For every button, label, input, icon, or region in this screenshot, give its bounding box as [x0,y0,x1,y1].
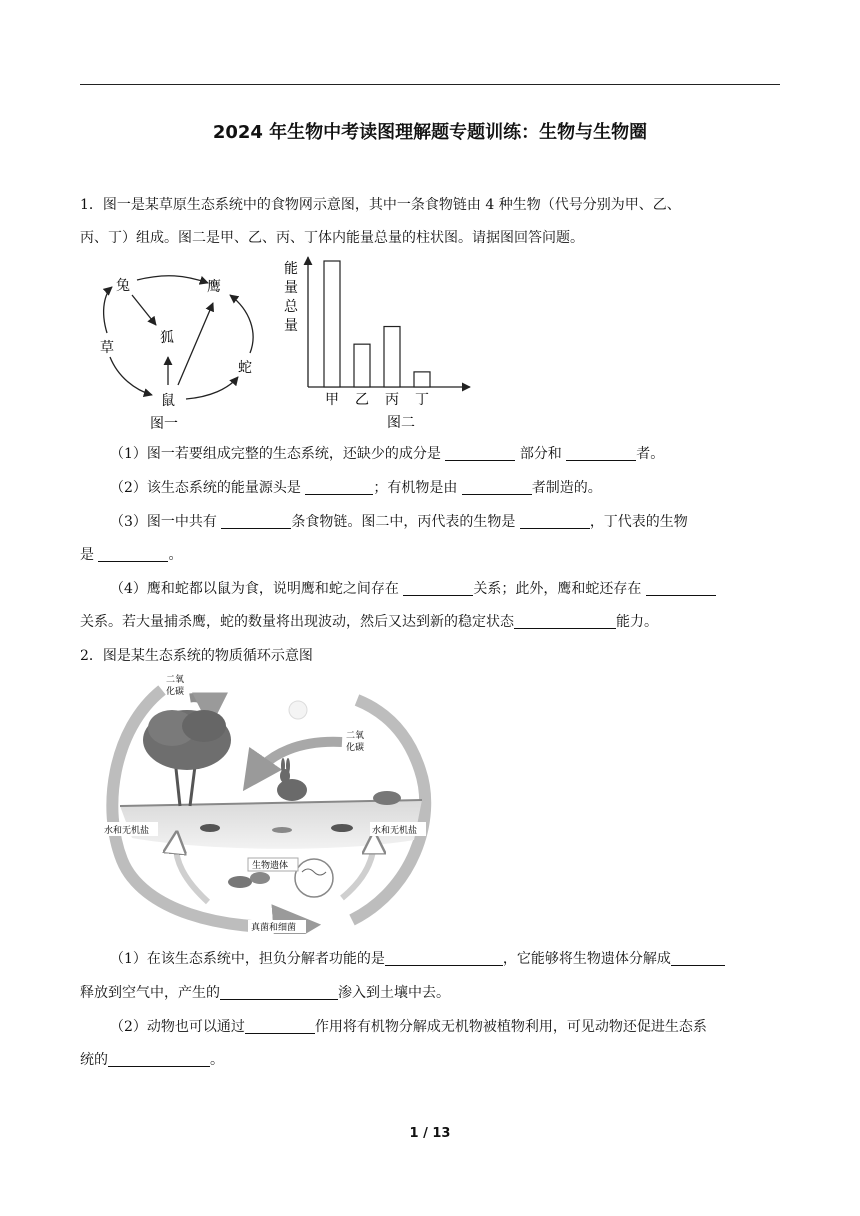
x-tick-label: 丙 [385,392,399,408]
q1-stem-line2: 丙、丁）组成。图二是甲、乙、丙、丁体内能量总量的柱状图。请据图回答问题。 [80,230,584,246]
q1-sub3-text-c: ，丁代表的生物 [589,514,688,530]
answer-blank[interactable] [108,1052,210,1067]
answer-blank[interactable] [403,581,473,596]
rabbit-ear [281,758,285,774]
bars [324,261,430,387]
arrow-rat-snake [186,377,238,399]
rabbit-ear [286,758,290,774]
co2-label-right-2: 化碳 [346,743,365,753]
x-tick-label: 丁 [415,392,429,408]
q2-sub2-text-b: 作用将有机物分解成无机物被植物利用，可见动物还促进生态系 [314,1019,707,1035]
x-tick-label: 乙 [355,392,369,408]
q1-sub3-cont [80,546,182,564]
answer-blank[interactable] [520,514,590,529]
y-axis-label [284,260,299,334]
arrow-grass-rabbit [104,287,112,333]
q1-sub4-text-d: 能力。 [616,614,658,630]
answer-blank[interactable] [646,581,716,596]
q1-sub3-text-b: 条食物链。图二中，丙代表的生物是 [291,514,520,530]
node-rat: 鼠 [161,393,175,409]
q2-sub2-text-d: 。 [210,1052,224,1068]
arrow-rabbit-eagle [137,276,208,283]
bar-丁 [414,372,430,387]
q1-sub4-text-a: （4）鹰和蛇都以鼠为食，说明鹰和蛇之间存在 [110,581,404,597]
q1-sub1-text-b: 部分和 [519,446,567,462]
answer-blank[interactable] [462,480,532,495]
remains-label: 生物遗体 [252,861,289,871]
answer-blank[interactable] [671,951,725,966]
q2-sub1-text-b: ，它能够将生物遗体分解成 [502,951,671,967]
x-tick-label: 甲 [325,392,339,408]
q1-sub3-text-d: 是 [80,547,99,563]
co2-arrow-inner [252,742,342,778]
q1-sub2-text-b: ；有机物是由 [373,480,462,496]
q2-stem: 2．图是某生态系统的物质循环示意图 [80,648,313,664]
debris-icon [200,824,220,832]
header-rule [80,84,780,85]
q2-sub1-text-a: （1）在该生态系统中，担负分解者功能的是 [110,951,385,967]
node-snake: 蛇 [238,360,252,376]
arrow-to-water-right [342,840,374,898]
q1-sub1 [110,445,664,463]
mushroom-icon [228,876,252,888]
answer-blank[interactable] [445,446,515,461]
q2-sub1-text-c: 释放到空气中，产生的 [80,985,220,1001]
node-fox: 狐 [160,330,174,346]
q1-sub4 [110,580,716,598]
q1-sub2-text-a: （2）该生态系统的能量源头是 [110,480,306,496]
sun-icon [289,701,307,719]
q1-sub4-cont [80,613,658,631]
debris-icon [272,827,292,833]
q1-sub4-text-c: 关系。若大量捕杀鹰，蛇的数量将出现波动，然后又达到新的稳定状态 [80,614,514,630]
co2-label-right-1: 二氧 [346,731,365,741]
energy-bar-chart [280,255,480,435]
water-label-right: 水和无机盐 [372,826,418,836]
q1-sub3-text-a: （3）图一中共有 [110,514,222,530]
q1-sub2-text-c: 者制造的。 [531,480,602,496]
fungi-label: 真菌和细菌 [251,923,297,933]
rabbit-icon [277,779,307,801]
q1-sub3-text-e: 。 [168,547,183,563]
matter-cycle-figure [102,670,440,934]
q1-stem-line1: 1．图一是某草原生态系统中的食物网示意图，其中一条食物链由 4 种生物（代号分别为甲、乙、 [80,197,681,213]
answer-blank[interactable] [305,480,373,495]
mushroom-icon [250,872,270,884]
answer-blank[interactable] [221,514,291,529]
answer-blank[interactable] [220,985,338,1000]
bacteria-icon [295,859,333,897]
answer-blank[interactable] [385,951,503,966]
node-eagle: 鹰 [207,279,221,295]
page-title: 2024 年生物中考读图理解题专题训练：生物与生物圈 [212,122,648,143]
q1-sub3 [110,513,688,531]
x-tick-labels [325,392,429,408]
y-label-char: 量 [284,318,298,334]
q1-sub4-text-b: 关系；此外，鹰和蛇还存在 [473,581,646,597]
arrow-grass-rat [110,357,152,395]
q1-sub1-text-c: 者。 [636,446,665,462]
arrow-snake-eagle [230,295,253,353]
q1-sub1-text-a: （1）图一若要组成完整的生态系统，还缺少的成分是 [110,446,446,462]
bar-丙 [384,327,400,387]
answer-blank[interactable] [98,547,168,562]
q2-sub2-text-a: （2）动物也可以通过 [110,1019,245,1035]
q2-sub2 [110,1018,707,1036]
co2-label-left-2: 化碳 [166,687,185,697]
arrow-rabbit-fox [132,295,156,325]
bar-甲 [324,261,340,387]
arrow-to-water-left [176,840,208,902]
y-label-char: 能 [284,261,298,277]
q1-sub2 [110,479,602,497]
tree-canopy-icon [182,710,226,742]
answer-blank[interactable] [514,614,616,629]
fig1-caption: 图一 [150,416,178,432]
q2-sub1-cont [80,984,450,1002]
node-grass: 草 [100,340,114,356]
q2-sub2-cont [80,1051,224,1069]
arrow-rat-eagle [178,303,213,385]
answer-blank[interactable] [566,446,636,461]
water-label-left: 水和无机盐 [104,826,150,836]
q2-sub2-text-c: 统的 [80,1052,108,1068]
debris-icon [331,824,353,832]
answer-blank[interactable] [245,1019,315,1034]
node-rabbit: 兔 [116,278,130,294]
q2-sub1-text-d: 渗入到土壤中去。 [338,985,450,1001]
y-label-char: 量 [284,280,298,296]
co2-label-left-1: 二氧 [166,675,185,685]
y-label-char: 总 [284,299,298,315]
food-web-figure [90,265,270,435]
fig2-caption: 图二 [387,415,415,431]
bar-乙 [354,344,370,387]
q2-sub1 [110,950,725,968]
shrub-icon [373,791,401,805]
page-number: 1 / 13 [409,1126,451,1141]
